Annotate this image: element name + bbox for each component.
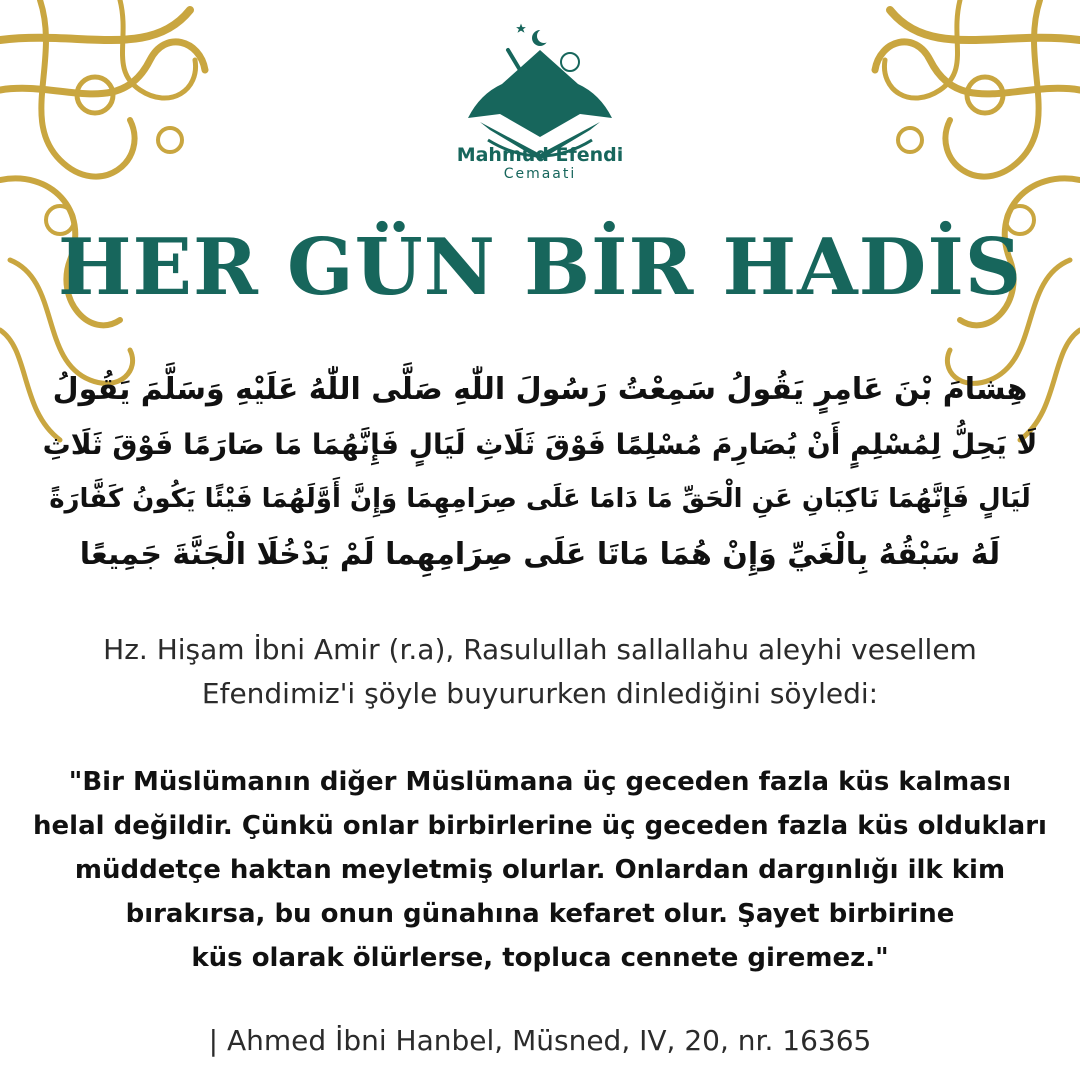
intro-line: Efendimiz'i şöyle buyururken dinlediğini söyledi: bbox=[201, 677, 879, 710]
hadith-translation bbox=[0, 760, 1080, 980]
intro-line: Hz. Hişam İbni Amir (r.a), Rasulullah sallallahu aleyhi vesellem bbox=[103, 633, 977, 666]
hadith-line: küs olarak ölürlerse, topluca cennete giremez." bbox=[191, 943, 889, 973]
arabic-line: هِشامَ بْنَ عَامِرٍ يَقُولُ سَمِعْتُ رَسُولَ اللّٰهِ صَلَّى اللّٰهُ عَلَيْهِ وَسَلَّمَ يَقُولُ bbox=[52, 372, 1028, 407]
page-title: HER GÜN BİR HADİS bbox=[57, 222, 1023, 313]
source-citation: | Ahmed İbni Hanbel, Müsned, IV, 20, nr. 16365 bbox=[208, 1024, 872, 1057]
arabic-line: لَيَالٍ فَإِنَّهُمَا نَاكِبَانِ عَنِ الْحَقِّ مَا دَامَا عَلَى صِرَامِهِمَا وَإِنَّ أَوَّلَهُمَا فَيْئًا يَكُونُ كَفَّارَةً bbox=[49, 484, 1031, 514]
arabic-line: لَا يَحِلُّ لِمُسْلِمٍ أَنْ يُصَارِمَ مُسْلِمًا فَوْقَ ثَلَاثِ لَيَالٍ فَإِنَّهُمَا مَا صَارَمًا فَوْقَ ثَلَاثِ bbox=[42, 428, 1038, 461]
arabic-hadith-text bbox=[40, 362, 1040, 582]
hadith-line: helal değildir. Çünkü onlar birbirlerine üç geceden fazla küs oldukları bbox=[33, 811, 1047, 841]
brand-subtitle: Cemaati bbox=[503, 166, 577, 182]
narrator-intro bbox=[0, 628, 1080, 716]
hadith-line: bırakırsa, bu onun günahına kefaret olur. Şayet birbirine bbox=[125, 899, 955, 929]
hadith-line: müddetçe haktan meyletmiş olurlar. Onlardan dargınlığı ilk kim bbox=[74, 855, 1006, 885]
hadith-line: "Bir Müslümanın diğer Müslümana üç geceden fazla küs kalması bbox=[68, 767, 1012, 797]
brand-name: Mahmud Efendi bbox=[456, 144, 624, 166]
arabic-line: لَهُ سَبْقُهُ بِالْغَيِّ وَإِنْ هُمَا مَاتَا عَلَى صِرَامِهِما لَمْ يَدْخُلَا الْجَنَّةَ جَمِيعًا bbox=[79, 537, 1001, 572]
